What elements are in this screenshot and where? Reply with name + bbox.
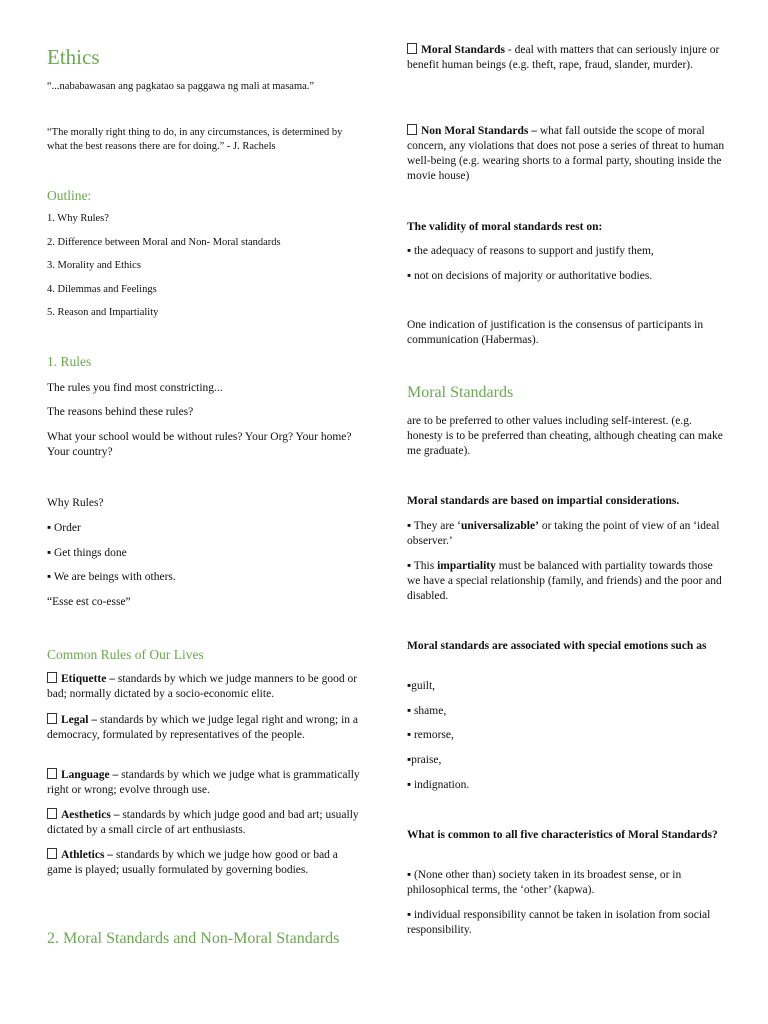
rule-item-legal: Legal – standards by which we judge legal right and wrong; in a democracy, formulated by representatives of the people. <box>47 714 359 741</box>
outline-item: 2. Difference between Moral and Non- Moral standards <box>47 237 281 248</box>
why-bullet: ▪ Get things done <box>47 547 127 559</box>
checkbox-icon <box>47 713 57 724</box>
section-2-heading: 2. Moral Standards and Non-Moral Standards <box>47 930 340 947</box>
emotion-item: ▪ shame, <box>407 705 447 717</box>
quote-filipino: “...nababawasan ang pagkatao sa paggawa ng mali at masama.” <box>47 81 315 92</box>
checkbox-icon <box>47 848 57 859</box>
emotion-item: ▪praise, <box>407 754 442 766</box>
outline-heading: Outline: <box>47 188 92 203</box>
common-question: What is common to all five characteristics of Moral Standards? <box>407 829 718 841</box>
impartial-heading: Moral standards are based on impartial considerations. <box>407 495 680 507</box>
esse-quote: “Esse est co-esse” <box>47 596 131 608</box>
checkbox-icon <box>407 43 417 54</box>
emotion-item: ▪ remorse, <box>407 729 454 741</box>
answer-bullet: ▪ (None other than) society taken in its broadest sense, or in philosophical terms, the ‘other’ (kapwa). <box>407 869 682 896</box>
moral-standards-item: Moral Standards - deal with matters that can seriously injure or benefit human beings (e.g. theft, rape, fraud, slander, murder). <box>407 44 720 71</box>
rules-line: The rules you find most constricting... <box>47 382 223 394</box>
outline-item: 4. Dilemmas and Feelings <box>47 284 157 295</box>
why-bullet: ▪ Order <box>47 522 81 534</box>
rule-item-language: Language – standards by which we judge what is grammatically right or wrong; evolve through use. <box>47 769 360 796</box>
validity-bullet: ▪ the adequacy of reasons to support and justify them, <box>407 245 654 257</box>
outline-item: 1. Why Rules? <box>47 213 109 224</box>
common-rules-heading: Common Rules of Our Lives <box>47 647 204 662</box>
validity-bullet: ▪ not on decisions of majority or authoritative bodies. <box>407 270 653 282</box>
emotion-item: ▪guilt, <box>407 680 436 692</box>
rules-line: What your school would be without rules? Your Org? Your home? Your country? <box>47 431 352 458</box>
outline-item: 3. Morality and Ethics <box>47 260 141 271</box>
outline-item: 5. Reason and Impartiality <box>47 307 159 318</box>
universalizable-bullet: ▪ They are ‘universalizable’ or taking the point of view of an ‘ideal observer.’ <box>407 520 720 547</box>
why-bullet: ▪ We are beings with others. <box>47 571 176 583</box>
moral-standards-heading: Moral Standards <box>407 384 514 401</box>
moral-standards-text: are to be preferred to other values including self-interest. (e.g. honesty is to be preferred than cheating, although cheating can make me graduate). <box>407 415 723 457</box>
rule-item-etiquette: Etiquette – standards by which we judge manners to be good or bad; normally dictated by a socio-economic elite. <box>47 673 358 700</box>
justification-text: One indication of justification is the consensus of participants in communication (Habermas). <box>407 319 704 346</box>
non-moral-standards-item: Non Moral Standards – what fall outside the scope of moral concern, any violations that does not pose a series of threat to human well-being (e.g. wearing shorts to a formal party, shouting inside the movie house) <box>407 125 725 182</box>
why-rules-label: Why Rules? <box>47 497 104 509</box>
emotion-item: ▪ indignation. <box>407 779 470 791</box>
checkbox-icon <box>407 124 417 135</box>
impartiality-bullet: ▪ This impartiality must be balanced with partiality towards those we have a special relationship (family, and friends) and the poor and disabled. <box>407 560 722 602</box>
checkbox-icon <box>47 768 57 779</box>
page-title: Ethics <box>47 45 100 69</box>
checkbox-icon <box>47 672 57 683</box>
quote-rachels: “The morally right thing to do, in any circumstances, is determined by what the best reasons there are for doing.” - J. Rachels <box>47 127 343 152</box>
rule-item-athletics: Athletics – standards by which we judge how good or bad a game is played; usually formulated by governing bodies. <box>47 849 338 876</box>
rules-heading: 1. Rules <box>47 354 92 369</box>
checkbox-icon <box>47 808 57 819</box>
rules-line: The reasons behind these rules? <box>47 406 194 418</box>
rule-item-aesthetics: Aesthetics – standards by which judge good and bad art; usually dictated by a small circle of art enthusiasts. <box>47 809 359 836</box>
emotions-heading: Moral standards are associated with special emotions such as <box>407 640 707 652</box>
answer-bullet: ▪ individual responsibility cannot be taken in isolation from social responsibility. <box>407 909 711 936</box>
validity-heading: The validity of moral standards rest on: <box>407 221 603 233</box>
